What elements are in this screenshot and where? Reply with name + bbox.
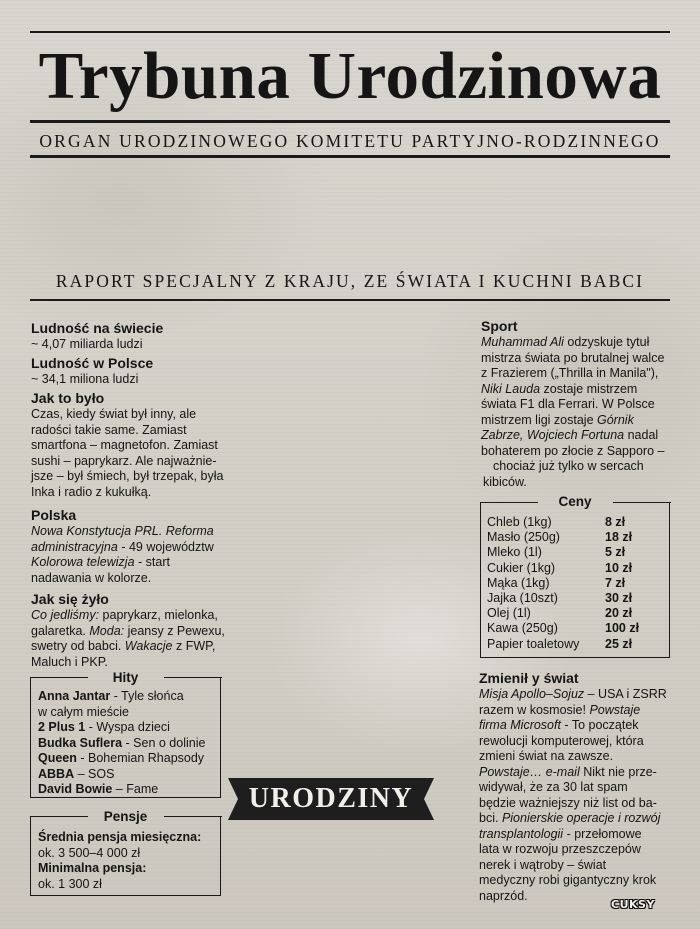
life-line-text: paprykarz, mielonka, <box>99 608 218 622</box>
changed-line <box>479 718 689 734</box>
price-row <box>487 576 667 591</box>
sport-line <box>481 335 686 351</box>
poland-heading: Polska <box>31 507 77 523</box>
how-it-was-line: radości takie same. Zamiast <box>31 422 187 437</box>
changed-line: rewolucji komputerowej, która <box>479 733 644 748</box>
changed-line <box>479 827 689 843</box>
poland-line <box>31 524 231 540</box>
price-value: 10 zł <box>605 560 633 575</box>
poland-line-italic: administracyjna <box>31 539 118 554</box>
how-it-was-line: Inka i radio z kukułką. <box>31 484 152 499</box>
life-line <box>31 639 231 655</box>
changed-line: zmieni świat na zawsze. <box>479 749 614 763</box>
changed-world-heading: Zmienił y świat <box>479 670 579 686</box>
price-row <box>487 637 667 652</box>
sport-line <box>481 382 686 398</box>
life-heading: Jak się żyło <box>31 591 109 607</box>
logo-label: CUKSY <box>611 898 655 911</box>
changed-line: będzie ważniejszy niż list od ba- <box>479 795 657 810</box>
changed-line <box>479 765 689 781</box>
changed-line-text: bci. <box>479 811 502 825</box>
hit-song: – SOS <box>74 766 115 781</box>
prices-table <box>487 515 667 652</box>
changed-line: medyczny robi gigantyczny krok <box>479 873 657 887</box>
how-it-was-line: Czas, kiedy świat był inny, ale <box>31 407 197 421</box>
price-row <box>487 591 667 606</box>
poland-line-text: - start <box>134 555 170 569</box>
salary-min-value: ok. 1 300 zł <box>38 876 102 891</box>
changed-line-italic: Misja Apollo–Sojuz <box>479 687 585 701</box>
hit-item <box>38 689 228 705</box>
top-rule <box>30 31 670 33</box>
price-value: 8 zł <box>605 515 626 529</box>
price-value: 25 zł <box>605 636 633 651</box>
changed-line-italic: Pionierskie operacje i rozwój <box>501 811 661 825</box>
changed-line-italic: Powstaje <box>589 702 641 717</box>
poland-line-italic: Kolorowa telewizja <box>31 555 135 569</box>
subtitle-rule <box>30 155 670 158</box>
hit-item <box>38 767 228 783</box>
price-value: 100 zł <box>605 621 640 636</box>
life-line-italic: Wakacje <box>124 639 173 653</box>
sport-line <box>481 413 686 429</box>
sport-line-text: nadal <box>624 428 659 442</box>
poland-line-text: - 49 województw <box>117 539 214 554</box>
sport-line: z Frazierem („Thrilla in Manila"), <box>481 366 659 380</box>
how-it-was-line: sushi – paprykarz. Ale najważnie- <box>31 453 217 468</box>
life-line <box>31 624 231 640</box>
changed-line: nerek i wątroby – świat <box>479 857 607 872</box>
life-line: Maluch i PKP. <box>31 654 108 669</box>
prices-title: Ceny <box>558 494 592 509</box>
price-value: 30 zł <box>605 591 633 606</box>
price-value: 18 zł <box>605 530 633 545</box>
urodziny-banner <box>228 778 434 820</box>
sport-line-italic: Niki Lauda <box>481 381 541 396</box>
life-line-italic: Co jedliśmy: <box>31 608 100 622</box>
price-row <box>487 515 667 530</box>
hit-artist: Budka Suflera <box>38 735 123 750</box>
salary-content <box>38 830 224 892</box>
changed-line-italic: transplantologii <box>479 826 564 841</box>
hit-item <box>38 751 228 767</box>
how-it-was-line: smartfona – magnetofon. Zamiast <box>31 438 218 452</box>
poland-line <box>31 555 231 571</box>
salary-box <box>30 809 221 896</box>
changed-line-text: - przełomowe <box>563 826 642 841</box>
hit-song: w całym mieście <box>38 704 129 719</box>
hit-artist: Queen <box>38 751 77 765</box>
sport-line-text: mistrzem ligi zostaje <box>481 412 597 427</box>
sport-line-italic: Górnik <box>597 412 634 427</box>
changed-world-column <box>479 670 689 904</box>
sport-line-text: zostaje mistrzem <box>540 381 638 396</box>
salary-avg-value: ok. 3 500–4 000 zł <box>38 845 141 860</box>
sport-line: mistrza świata po brutalnej walce <box>481 350 665 365</box>
cuksy-logo <box>604 897 664 913</box>
salary-avg-label: Średnia pensja miesięczna: <box>38 830 202 844</box>
changed-line <box>479 687 689 703</box>
sport-line: świata F1 dla Ferrari. W Polsce <box>481 397 655 411</box>
poland-line: nadawania w kolorze. <box>31 570 152 585</box>
life-line-italic: Moda: <box>89 623 125 638</box>
changed-line: naprzód. <box>479 888 528 903</box>
life-line-text: jeansy z Pewexu, <box>124 623 225 638</box>
price-name: Chleb (1kg) <box>487 515 552 529</box>
hit-item <box>38 720 228 736</box>
changed-line-text: Nikt nie prze- <box>579 764 657 779</box>
sport-line: chociaż już tylko w sercach <box>493 459 644 473</box>
hit-song: – Fame <box>112 782 159 796</box>
section-rule <box>30 299 670 301</box>
world-population-value: ~ 4,07 miliarda ludzi <box>31 337 143 351</box>
section-title: RAPORT SPECJALNY Z KRAJU, ZE ŚWIATA I KUCHNI BABCI <box>55 271 645 291</box>
masthead-subtitle: ORGAN URODZINOWEGO KOMITETU PARTYJNO-RODZINNEGO <box>39 131 661 151</box>
how-it-was-line: jsze – był śmiech, był trzepak, była <box>31 469 224 483</box>
sport-line-text: odzyskuje tytuł <box>563 335 650 349</box>
hit-artist: 2 Plus 1 <box>38 720 86 734</box>
prices-box <box>480 494 670 658</box>
sport-line-italic: Muhammad Ali <box>481 335 564 349</box>
sport-heading: Sport <box>481 318 518 334</box>
price-row <box>487 545 667 560</box>
hit-song: - Sen o dolinie <box>122 735 206 750</box>
changed-line <box>479 703 689 719</box>
hits-list <box>38 689 228 798</box>
price-name: Olej (1l) <box>487 606 531 621</box>
sport-line-italic: Zabrze, Wojciech Fortuna <box>481 428 625 442</box>
life-line-text: swetry od babci. <box>31 639 125 653</box>
changed-line: widywał, że za 30 lat spam <box>479 780 628 794</box>
sport-line: bohaterem po złocie z Sapporo – <box>481 443 665 458</box>
life-line <box>31 608 231 624</box>
changed-line-text: - To początek <box>560 718 639 732</box>
price-row <box>487 621 667 636</box>
how-it-was-heading: Jak to było <box>31 390 105 406</box>
price-value: 5 zł <box>605 545 626 560</box>
price-name: Jajka (10szt) <box>487 591 558 606</box>
hits-box <box>30 670 221 798</box>
price-name: Papier toaletowy <box>487 636 580 651</box>
price-row <box>487 561 667 576</box>
changed-line-text: razem w kosmosie! <box>479 702 590 717</box>
hit-artist: ABBA <box>38 766 75 781</box>
poland-line-italic: Nowa Konstytucja PRL. Reforma <box>31 524 214 538</box>
sport-line: kibiców. <box>483 474 527 489</box>
price-row <box>487 606 667 621</box>
banner-label: URODZINY <box>248 783 414 814</box>
hit-song: - Bohemian Rhapsody <box>76 751 205 765</box>
life-line-text: galaretka. <box>31 623 90 638</box>
sport-column <box>481 318 686 490</box>
poland-population-value: ~ 34,1 miliona ludzi <box>31 371 139 386</box>
changed-line: lata w rozwoju przeszczepów <box>479 842 641 856</box>
price-value: 7 zł <box>605 575 626 590</box>
price-row <box>487 530 667 545</box>
masthead-title: Trybuna Urodzinowa <box>38 39 662 113</box>
changed-line-italic: firma Microsoft <box>479 718 561 732</box>
hit-song: - Wyspa dzieci <box>85 720 170 734</box>
price-name: Cukier (1kg) <box>487 560 556 575</box>
changed-line-text: – USA i ZSRR <box>584 687 667 701</box>
life-line-text: z FWP, <box>172 639 216 653</box>
hits-title: Hity <box>112 670 139 685</box>
salary-min-label: Minimalna pensja: <box>38 861 147 875</box>
poland-line <box>31 540 231 556</box>
poland-population-heading: Ludność w Polsce <box>31 354 154 371</box>
price-name: Masło (250g) <box>487 530 560 545</box>
left-column <box>31 320 231 670</box>
price-name: Mąka (1kg) <box>487 575 550 590</box>
salary-title: Pensje <box>103 809 148 824</box>
hit-item <box>38 782 228 798</box>
price-value: 20 zł <box>605 606 633 621</box>
hit-item <box>38 736 228 752</box>
hit-item <box>38 705 228 721</box>
hit-song: - Tyle słońca <box>110 689 184 703</box>
world-population-heading: Ludność na świecie <box>31 320 164 336</box>
sport-line <box>481 428 686 444</box>
masthead-rule <box>30 120 670 123</box>
price-name: Mleko (1l) <box>487 545 542 560</box>
changed-line <box>479 811 689 827</box>
changed-line-italic: Powstaje… e-mail <box>479 764 580 779</box>
price-name: Kawa (250g) <box>487 621 558 636</box>
hit-artist: Anna Jantar <box>38 689 111 703</box>
hit-artist: David Bowie <box>38 782 113 796</box>
